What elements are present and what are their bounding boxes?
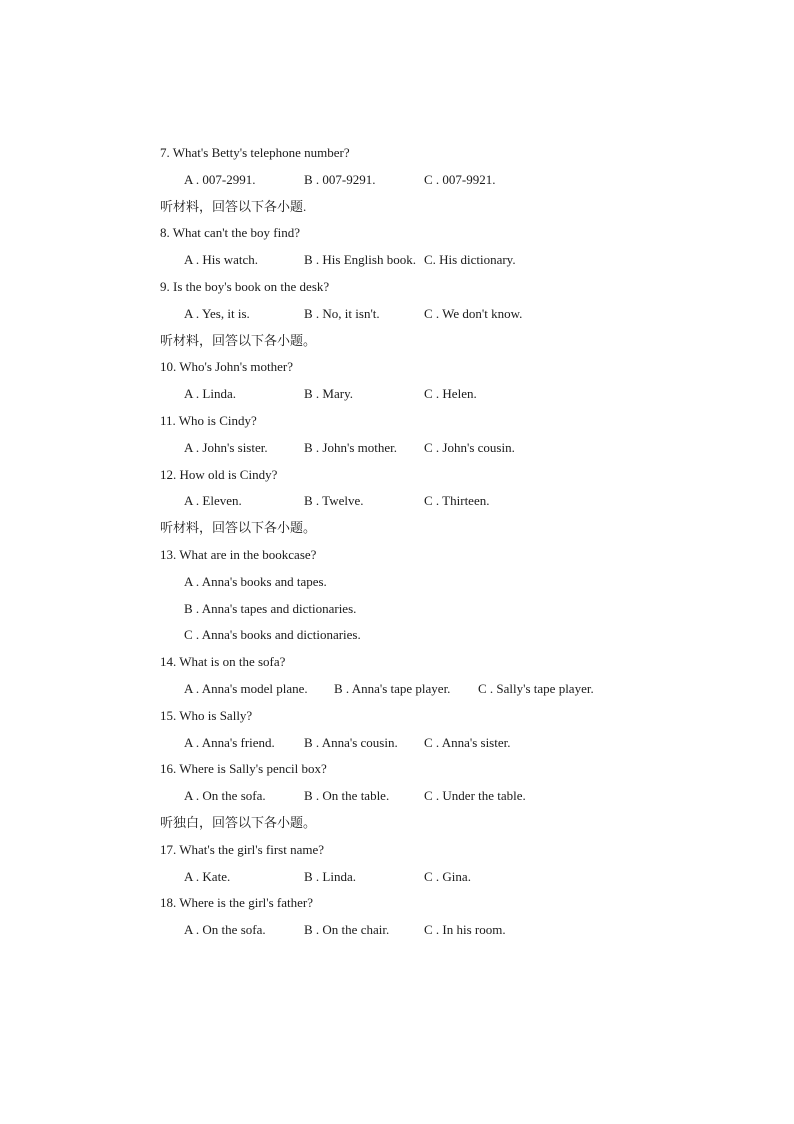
answer-option: C . 007-9921.	[424, 172, 496, 187]
instruction-text: 听独白，回答以下各小题。	[160, 815, 317, 830]
answer-option: B . On the table.	[304, 788, 390, 803]
question-text: 17. What's the girl's first name?	[160, 842, 325, 857]
answer-option: A . Kate.	[184, 869, 231, 884]
answer-option: C . We don't know.	[424, 306, 523, 321]
instruction-text: 听材料，回答以下各小题。	[160, 520, 317, 535]
answer-option: B . No, it isn't.	[304, 306, 380, 321]
answer-option: A . John's sister.	[184, 440, 268, 455]
answer-option: B . Twelve.	[304, 493, 364, 508]
instruction-text: 听材料，回答以下各小题.	[160, 199, 307, 214]
answer-option: B . His English book.	[304, 252, 416, 267]
answer-option: A . Anna's books and tapes.	[184, 574, 327, 589]
question-text: 10. Who's John's mother?	[160, 359, 293, 374]
answer-option: A . Anna's friend.	[184, 735, 275, 750]
answer-option: A . His watch.	[184, 252, 259, 267]
answer-option: A . Anna's model plane.	[184, 681, 308, 696]
answer-option: A . On the sofa.	[184, 788, 266, 803]
answer-option: B . Anna's tapes and dictionaries.	[184, 601, 357, 616]
answer-option: B . Anna's tape player.	[334, 681, 451, 696]
answer-option: A . 007-2991.	[184, 172, 256, 187]
answer-option: C. His dictionary.	[424, 252, 516, 267]
answer-option: C . In his room.	[424, 922, 506, 937]
answer-option: B . Linda.	[304, 869, 356, 884]
question-text: 15. Who is Sally?	[160, 708, 253, 723]
answer-option: C . Under the table.	[424, 788, 526, 803]
answer-option: A . Yes, it is.	[184, 306, 250, 321]
question-text: 12. How old is Cindy?	[160, 467, 278, 482]
answer-option: C . John's cousin.	[424, 440, 515, 455]
question-text: 18. Where is the girl's father?	[160, 895, 313, 910]
answer-option: C . Anna's books and dictionaries.	[184, 627, 361, 642]
answer-option: A . Linda.	[184, 386, 236, 401]
answer-option: C . Thirteen.	[424, 493, 490, 508]
question-text: 13. What are in the bookcase?	[160, 547, 317, 562]
question-text: 7. What's Betty's telephone number?	[160, 145, 350, 160]
question-text: 9. Is the boy's book on the desk?	[160, 279, 330, 294]
question-text: 16. Where is Sally's pencil box?	[160, 761, 327, 776]
answer-option: B . John's mother.	[304, 440, 397, 455]
question-text: 8. What can't the boy find?	[160, 225, 301, 240]
answer-option: B . 007-9291.	[304, 172, 376, 187]
answer-option: C . Sally's tape player.	[478, 681, 594, 696]
answer-option: B . Mary.	[304, 386, 353, 401]
answer-option: A . On the sofa.	[184, 922, 266, 937]
answer-option: C . Anna's sister.	[424, 735, 511, 750]
answer-option: A . Eleven.	[184, 493, 242, 508]
answer-option: B . On the chair.	[304, 922, 390, 937]
answer-option: C . Helen.	[424, 386, 477, 401]
question-text: 11. Who is Cindy?	[160, 413, 257, 428]
answer-option: C . Gina.	[424, 869, 471, 884]
question-text: 14. What is on the sofa?	[160, 654, 286, 669]
answer-option: B . Anna's cousin.	[304, 735, 398, 750]
instruction-text: 听材料，回答以下各小题。	[160, 333, 317, 348]
